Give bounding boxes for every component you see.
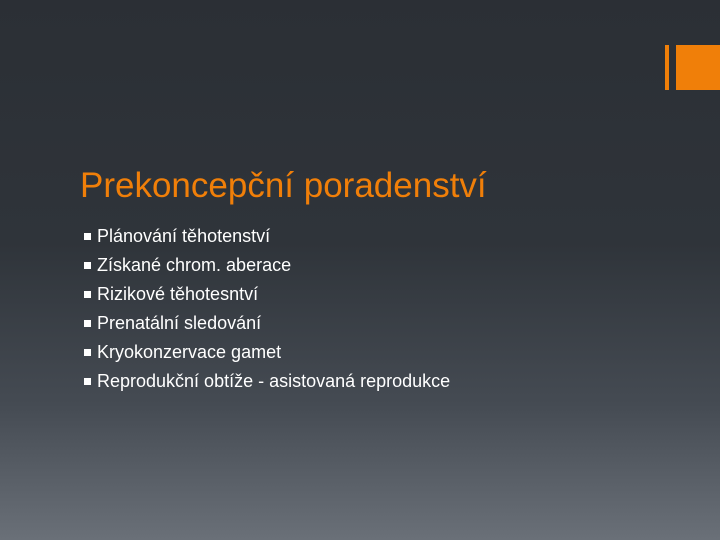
bullet-text: Získané chrom. aberace (97, 255, 292, 275)
list-item (84, 222, 450, 251)
bullet-text: Prenatální sledování (97, 313, 262, 333)
list-item (84, 251, 450, 280)
square-bullet-icon (84, 291, 91, 298)
bullet-text: Reprodukční obtíže - asistovaná reprodukce (97, 371, 451, 391)
square-bullet-icon (84, 320, 91, 327)
square-bullet-icon (84, 233, 91, 240)
bullet-text: Plánování těhotenství (97, 226, 271, 246)
square-bullet-icon (84, 349, 91, 356)
bullet-text: Rizikové těhotesntví (97, 284, 259, 304)
bullet-list (84, 222, 450, 396)
bullet-text: Kryokonzervace gamet (97, 342, 282, 362)
accent-bar-thick (676, 45, 720, 90)
accent-bar-thin (665, 45, 669, 90)
list-item (84, 367, 450, 396)
list-item (84, 309, 450, 338)
list-item (84, 280, 450, 309)
list-item (84, 338, 450, 367)
square-bullet-icon (84, 378, 91, 385)
square-bullet-icon (84, 262, 91, 269)
slide-title: Prekoncepční poradenství (80, 166, 487, 205)
